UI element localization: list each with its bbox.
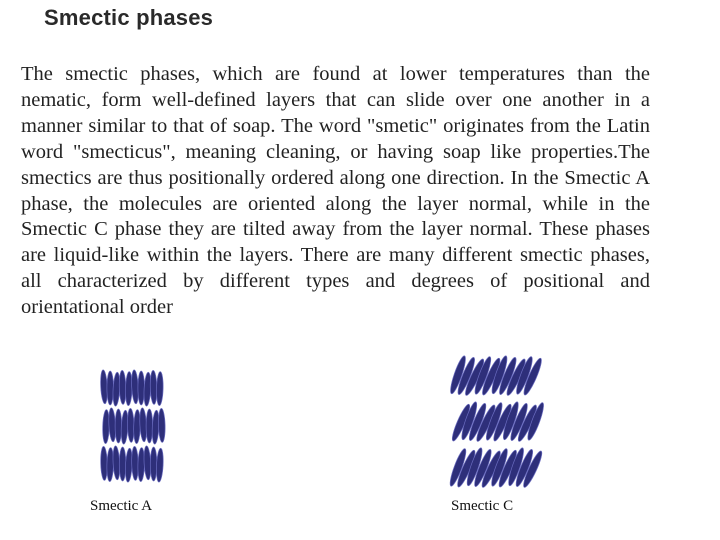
molecule: [106, 448, 113, 482]
smectic-a-illustration: [96, 368, 176, 488]
molecule: [138, 371, 145, 405]
molecule: [102, 410, 109, 444]
molecule: [156, 448, 164, 482]
molecule-layer: [102, 408, 165, 445]
molecule-layer: [447, 447, 544, 489]
molecule: [158, 408, 165, 442]
molecule-layer: [448, 355, 544, 397]
molecule: [150, 447, 157, 481]
molecule-layer: [100, 370, 164, 407]
smectic-a-caption: Smectic A: [90, 498, 153, 514]
page-title: Smectic phases: [44, 5, 214, 30]
molecule: [133, 410, 140, 444]
molecule: [115, 409, 122, 443]
molecule-layer: [450, 401, 547, 443]
molecule-layer: [100, 446, 164, 483]
molecule: [125, 372, 132, 406]
molecule: [107, 371, 114, 405]
molecule: [156, 372, 163, 406]
smectic-c-illustration: [444, 352, 548, 490]
molecule: [146, 409, 153, 443]
molecule: [119, 447, 126, 481]
molecule: [137, 448, 144, 482]
body-paragraph: The smectic phases, which are found at lower temperatures than the nematic, form well-defined layers that can slide over one another in a manner similar to that of soap. The word "smetic" originates from the Latin word "smecticus", meaning cleaning, or having soap like properties.The smectics are thus positionally ordered along one direction. In the Smectic A phase, the molecules are oriented along the layer normal, while in the Smectic C phase they are tilted away from the layer normal. These phases are liquid-like within the layers. There are many different smectic phases, all characterized by different types and degrees of positional and orientational order: [21, 63, 650, 319]
smectic-c-caption: Smectic C: [451, 498, 514, 514]
